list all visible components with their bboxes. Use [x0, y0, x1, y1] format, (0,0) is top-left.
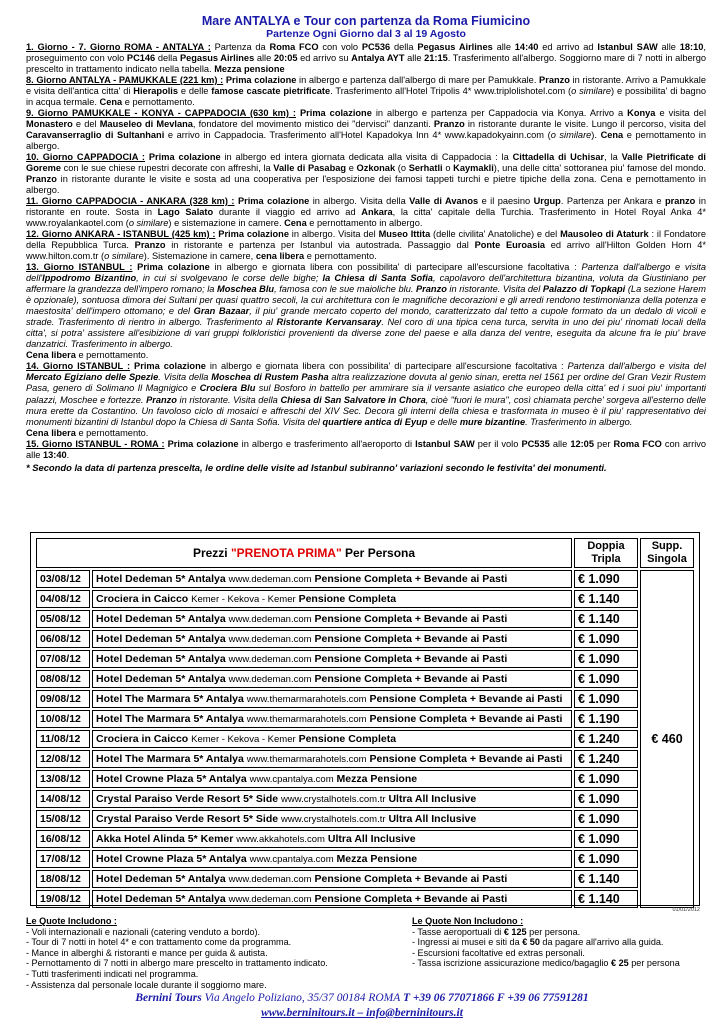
document: [26, 14, 706, 474]
departure-date: 10/08/12: [36, 710, 90, 728]
departure-date: 17/08/12: [36, 850, 90, 868]
price-double: € 1.090: [574, 790, 638, 808]
hotel-name: Hotel Dedeman 5* Antalya: [96, 573, 226, 585]
board-type: Pensione Completa + Bevande ai Pasti: [369, 753, 563, 765]
departure-date: 07/08/12: [36, 650, 90, 668]
price-table-header: [36, 538, 694, 568]
hotel-name: Akka Hotel Alinda 5* Kemer: [96, 833, 234, 845]
hotel-description: [92, 830, 572, 848]
hotel-url: www.crystalhotels.com.tr: [281, 814, 386, 825]
board-type: Pensione Completa + Bevande ai Pasti: [314, 573, 508, 585]
hotel-description: [92, 870, 572, 888]
included-list: [26, 916, 328, 990]
hotel-name: Hotel Dedeman 5* Antalya: [96, 673, 226, 685]
hotel-url: www.dedeman.com: [228, 634, 312, 645]
price-row: [36, 870, 694, 888]
day-9: 9. Giorno PAMUKKALE - KONYA - CAPPADOCIA (630 km) : Prima colazione in albergo e partenza per Cappadocia via Konya. Arrivo a Konya e visita del Monastero e del Mauseleo di Mevlana, fondatore del movimento mistico dei "dervisci" danzanti. Pranzo in ristorante durante le visite. Lungo il percorso, visita del Caravanserraglio di Sultanhani e arrivo in Cappadocia. Trasferimento all'Hotel Kapadokya Inn 4* www.kapadokyainn.com (o similare). Cena e pernottamento in albergo.: [26, 108, 707, 152]
day-12: 12. Giorno ANKARA - ISTANBUL (425 km) : Prima colazione in albergo. Visita del Museo Ittita (delle civilita' Anatoliche) e del Mausoleo di Ataturk : il Fondatore della Repubblica Turca. Pranzo in ristorante e partenza per Istanbul via autostrada. Passaggio dal Ponte Euroasia ed arrivo all'Hilton Golden Horn 4* www.hilton.com.tr (o similare). Sistemazione in camere, cena libera e pernottamento.: [26, 229, 707, 262]
hotel-description: [92, 570, 572, 588]
departure-date: 13/08/12: [36, 770, 90, 788]
col-double-triple: Doppia Tripla: [574, 538, 638, 568]
price-row: [36, 770, 694, 788]
board-type: Pensione Completa + Bevande ai Pasti: [314, 633, 508, 645]
hotel-url: www.dedeman.com: [228, 894, 312, 905]
board-type: Pensione Completa + Bevande ai Pasti: [314, 613, 508, 625]
price-double: € 1.140: [574, 610, 638, 628]
departure-date: 03/08/12: [36, 570, 90, 588]
excluded-item: - Tassa iscrizione assicurazione medico/bagaglio € 25 per persona: [412, 958, 680, 969]
price-table-frame: [30, 532, 700, 906]
departure-date: 09/08/12: [36, 690, 90, 708]
board-type: Pensione Completa + Bevande ai Pasti: [314, 893, 508, 905]
price-double: € 1.090: [574, 570, 638, 588]
price-double: € 1.140: [574, 890, 638, 908]
hotel-name: Hotel The Marmara 5* Antalya: [96, 753, 244, 765]
departure-date: 08/08/12: [36, 670, 90, 688]
price-double: € 1.090: [574, 810, 638, 828]
price-row: [36, 630, 694, 648]
price-double: € 1.090: [574, 830, 638, 848]
hotel-url: www.dedeman.com: [228, 874, 312, 885]
price-double: € 1.090: [574, 770, 638, 788]
price-double: € 1.190: [574, 710, 638, 728]
price-double: € 1.090: [574, 650, 638, 668]
hotel-name: Crystal Paraiso Verde Resort 5* Side: [96, 813, 279, 825]
departure-date: 11/08/12: [36, 730, 90, 748]
price-row: [36, 810, 694, 828]
included-item: - Tutti trasferimenti indicati nel programma.: [26, 968, 199, 979]
price-row: [36, 570, 694, 588]
included-item: - Assistenza dal personale locale durante il soggiorno mare.: [26, 979, 267, 990]
hotel-name: Crystal Paraiso Verde Resort 5* Side: [96, 793, 279, 805]
day-8: 8. Giorno ANTALYA - PAMUKKALE (221 km) : Prima colazione in albergo e partenza dall'albergo di mare per Pamukkale. Pranzo in ristorante. Arrivo a Pamukkale e visita dell'antica citta' di Hierapolis e delle famose cascate pietrificate. Trasferimento all'Hotel Tripolis 4* www.triplolishotel.com (o similare) e possibilita' di bagno in acqua termale. Cena e pernottamento.: [26, 75, 706, 108]
board-type: Pensione Completa: [298, 733, 397, 745]
departure-date: 15/08/12: [36, 810, 90, 828]
hotel-name: Hotel Dedeman 5* Antalya: [96, 873, 226, 885]
hotel-url: www.dedeman.com: [228, 574, 312, 585]
hotel-url: Kemer - Kekova - Kemer: [191, 594, 296, 605]
hotel-url: www.akkahotels.com: [236, 834, 325, 845]
included-title: Le Quote Includono :: [26, 916, 117, 926]
footer-web[interactable]: www.berninitours.it – info@berninitours.it: [261, 1007, 463, 1019]
board-type: Ultra All Inclusive: [327, 833, 416, 845]
itinerary: [26, 42, 706, 461]
departure-date: 05/08/12: [36, 610, 90, 628]
board-type: Pensione Completa + Bevande ai Pasti: [369, 693, 563, 705]
hotel-url: www.dedeman.com: [228, 654, 312, 665]
price-row: [36, 650, 694, 668]
price-double: € 1.090: [574, 850, 638, 868]
board-type: Pensione Completa + Bevande ai Pasti: [314, 873, 508, 885]
included-item: - Tour di 7 notti in hotel 4* e con trattamento come da programma.: [26, 937, 292, 948]
hotel-name: Hotel The Marmara 5* Antalya: [96, 713, 244, 725]
hotel-description: [92, 670, 572, 688]
hotel-description: [92, 810, 572, 828]
departure-date: 12/08/12: [36, 750, 90, 768]
hotel-description: [92, 610, 572, 628]
hotel-description: [92, 710, 572, 728]
single-supplement-value: € 460: [640, 570, 694, 908]
hotel-url: www.cpantalya.com: [249, 774, 334, 785]
price-row: [36, 790, 694, 808]
hotel-url: www.dedeman.com: [228, 614, 312, 625]
hotel-url: www.cpantalya.com: [249, 854, 334, 865]
departure-date: 06/08/12: [36, 630, 90, 648]
price-row: [36, 710, 694, 728]
price-row: [36, 670, 694, 688]
price-double: € 1.140: [574, 590, 638, 608]
price-row: [36, 830, 694, 848]
price-row: [36, 610, 694, 628]
hotel-description: [92, 890, 572, 908]
hotel-description: [92, 730, 572, 748]
board-type: Ultra All Inclusive: [388, 813, 477, 825]
hotel-url: www.themarmarahotels.com: [246, 714, 367, 725]
price-double: € 1.090: [574, 670, 638, 688]
hotel-url: Kemer - Kekova - Kemer: [191, 734, 296, 745]
date-stamp: 01/01/2012: [672, 907, 700, 913]
price-double: € 1.240: [574, 750, 638, 768]
board-type: Pensione Completa + Bevande ai Pasti: [314, 673, 508, 685]
hotel-name: Crociera in Caicco: [96, 593, 189, 605]
hotel-description: [92, 690, 572, 708]
hotel-name: Hotel Dedeman 5* Antalya: [96, 893, 226, 905]
hotel-description: [92, 750, 572, 768]
hotel-description: [92, 650, 572, 668]
excluded-item: - Ingressi ai musei e siti da € 50 da pagare all'arrivo alla guida.: [412, 937, 664, 948]
page-title: Mare ANTALYA e Tour con partenza da Roma Fiumicino: [201, 14, 531, 28]
hotel-url: www.themarmarahotels.com: [246, 754, 367, 765]
hotel-description: [92, 850, 572, 868]
price-table-title: Prezzi "PRENOTA PRIMA" Per Persona: [36, 538, 572, 568]
price-double: € 1.140: [574, 870, 638, 888]
price-table: [34, 536, 696, 910]
hotel-url: www.dedeman.com: [228, 674, 312, 685]
price-row: [36, 730, 694, 748]
board-type: Pensione Completa: [298, 593, 397, 605]
hotel-description: [92, 590, 572, 608]
hotel-url: www.crystalhotels.com.tr: [281, 794, 386, 805]
price-row: [36, 590, 694, 608]
included-item: - Pernottamento di 7 notti in albergo mare prescelto in trattamento indicato.: [26, 958, 328, 969]
excluded-item: - Escursioni facoltative ed extras personali.: [412, 947, 585, 958]
hotel-name: Hotel Dedeman 5* Antalya: [96, 653, 226, 665]
board-type: Ultra All Inclusive: [388, 793, 477, 805]
departure-date: 16/08/12: [36, 830, 90, 848]
board-type: Mezza Pensione: [336, 773, 418, 785]
departure-date: 19/08/12: [36, 890, 90, 908]
page-subtitle: Partenze Ogni Giorno dal 3 al 19 Agosto: [266, 28, 466, 40]
day-15: 15. Giorno ISTANBUL - ROMA : Prima colazione in albergo e trasferimento all'aeroporto di Istanbul SAW per il volo PC535 alle 12:05 per Roma FCO con arrivo alle 13:40.: [26, 438, 707, 460]
hotel-name: Hotel Dedeman 5* Antalya: [96, 633, 226, 645]
day-11: 11. Giorno CAPPADOCIA - ANKARA (328 km) : Prima colazione in albergo. Visita della Valle di Avanos e il paesino Urgup. Partenza per Ankara e pranzo in ristorante en route. Sosta in Lago Salato durante il viaggio ed arrivo ad Ankara, la citta' capitale della Turchia. Trasferimento in Hotel Royal Anka 4* www.royalankaotel.com (o similare) e sistemazione in camere. Cena e pernottamento in albergo.: [26, 196, 706, 229]
included-item: - Mance in alberghi & ristoranti e mance per guida & autista.: [26, 947, 268, 958]
departure-date: 14/08/12: [36, 790, 90, 808]
price-double: € 1.090: [574, 690, 638, 708]
hotel-url: www.themarmarahotels.com: [246, 694, 367, 705]
hotel-name: Hotel Dedeman 5* Antalya: [96, 613, 226, 625]
price-double: € 1.090: [574, 630, 638, 648]
departure-date: 18/08/12: [36, 870, 90, 888]
day-14: 14. Giorno ISTANBUL : Prima colazione in albergo e giornata libera con possibilita' di partecipare all'escursione facoltativa : Partenza dall'albergo e visita del Mercato Egiziano delle Spezie. Visita della Moschea di Rustem Pasha altra realizzazione dovuta al genio sinan, eretta nel 1561 per ordine del Gran Vezir Rustem Pasa, genero di Solimano Il Magnigico e Crociera Blu sul Bosforo in battello per ammirare sia il versante asiatico che europeo della citta' ed i suoi piu' importanti palazzi, Moschee e fortezze. Pranzo in ristorante. Visita della Chiesa di San Salvatore in Chora, cioè "fuori le mura", così chiamata perche' sorgeva all'esterno delle mura erette da Costantino. Un favoloso ciclo di mosaici e affreschi del XIV Sec. Decora gli interni della chiesa e trasformata in museo è il piu' rappresentativo dei monumenti bizantini di Istanbul dopo la Chiesa di Santa Sofia. Visita del quartiere antica di Eyup e delle mure bizantine. Trasferimento in albergo. Cena libera e pernottamento.: [26, 361, 707, 438]
hotel-description: [92, 770, 572, 788]
departure-date: 04/08/12: [36, 590, 90, 608]
price-row: [36, 850, 694, 868]
price-double: € 1.240: [574, 730, 638, 748]
footer-address: Bernini Tours Via Angelo Poliziano, 35/37 00184 ROMA T +39 06 77071866 F +39 06 77591281: [135, 992, 589, 1004]
hotel-description: [92, 790, 572, 808]
price-row: [36, 750, 694, 768]
price-row: [36, 690, 694, 708]
board-type: Mezza Pensione: [336, 853, 418, 865]
hotel-name: Hotel Crowne Plaza 5* Antalya: [96, 853, 247, 865]
hotel-description: [92, 630, 572, 648]
col-single-supplement: Supp. Singola: [640, 538, 694, 568]
excluded-item: - Tasse aeroportuali di € 125 per persona.: [412, 926, 581, 937]
excluded-title: Le Quote Non Includono :: [412, 916, 524, 926]
hotel-name: Hotel The Marmara 5* Antalya: [96, 693, 244, 705]
day-10: 10. Giorno CAPPADOCIA : Prima colazione in albergo ed intera giornata dedicata alla visita di Cappadocia : la Cittadella di Uchisar, la Valle Pietrificate di Goreme con le sue chiese rupestri decorate con affreshi, la Valle di Pasabag e Ozkonak (o Serhatli o Kaymakli), una delle citta' sottoranea piu' famose del mondo. Pranzo in ristorante durante le visite e sosta ad una cooperativa per l'esposizione dei famosi tappeti turchi e pietre tipiche della zona. Cena e pernottamento in albergo.: [26, 152, 706, 196]
hotel-name: Hotel Crowne Plaza 5* Antalya: [96, 773, 247, 785]
board-type: Pensione Completa + Bevande ai Pasti: [314, 653, 508, 665]
hotel-name: Crociera in Caicco: [96, 733, 189, 745]
price-row: [36, 890, 694, 908]
excluded-list: [412, 916, 680, 969]
board-type: Pensione Completa + Bevande ai Pasti: [369, 713, 563, 725]
itinerary-note: * Secondo la data di partenza prescelta, le ordine delle visite ad Istanbul subiranno' variazioni secondo le festivita' dei monumenti.: [26, 461, 607, 473]
day-13: 13. Giorno ISTANBUL : Prima colazione in albergo e giornata libera con possibilita' di partecipare all'escursione facoltativa : Partenza dall'albergo e visita dell'Ippodromo Bizantino, in cui si svolgevano le corse delle bighe; la Chiesa di Santa Sofia, capolavoro dell'architettura bizantina, voluta da Giustiniano per affermare la grandezza dell'impero romano; la Moschea Blu, famosa con le sue maioliche blu. Pranzo in ristorante. Visita del Palazzo di Topkapi (La sezione Harem è opzionale), sontuosa dimora dei Sultani per quasi quattro secoli, la cui architettura con le magnifiche decorazioni e gli arredi rendono testimonianza della potenza e maestosita' dell'impero ottomano; e del Gran Bazaar, il piu' grande mercato coperto del mondo, caratterizzato dal tetto a cupole formato da un dedalo di vicoli e strade. Trasferimento di rientro in albergo. Trasferimento al Ristorante Kervansaray. Nel coro di una tipica cena turca, servita in uno dei piu' rinomati locali della citta', si potra' assistere all'esibizione di vari gruppi folkloristici provenienti da diverse zone del paese e alla danza del ventre, eseguita da alcune fra le piu' brave danzatrici. Trasferimento in albergo. Cena libera e pernottamento.: [26, 262, 707, 361]
included-item: - Voli internazionali e nazionali (catering venduto a bordo).: [26, 926, 261, 937]
day-1-7: 1. Giorno - 7. Giorno ROMA - ANTALYA : Partenza da Roma FCO con volo PC536 della Pegasus Airlines alle 14:40 ed arrivo ad Istanbul SAW alle 18:10, proseguimento con volo PC146 della Pegasus Airlines alle 20:05 ed arrivo su Antalya AYT alle 21:15. Trasferimento all'albergo. Soggiorno mare di 7 notti in albergo prescelto in trattamento indicato nella tabella. Mezza pensione: [26, 42, 706, 75]
